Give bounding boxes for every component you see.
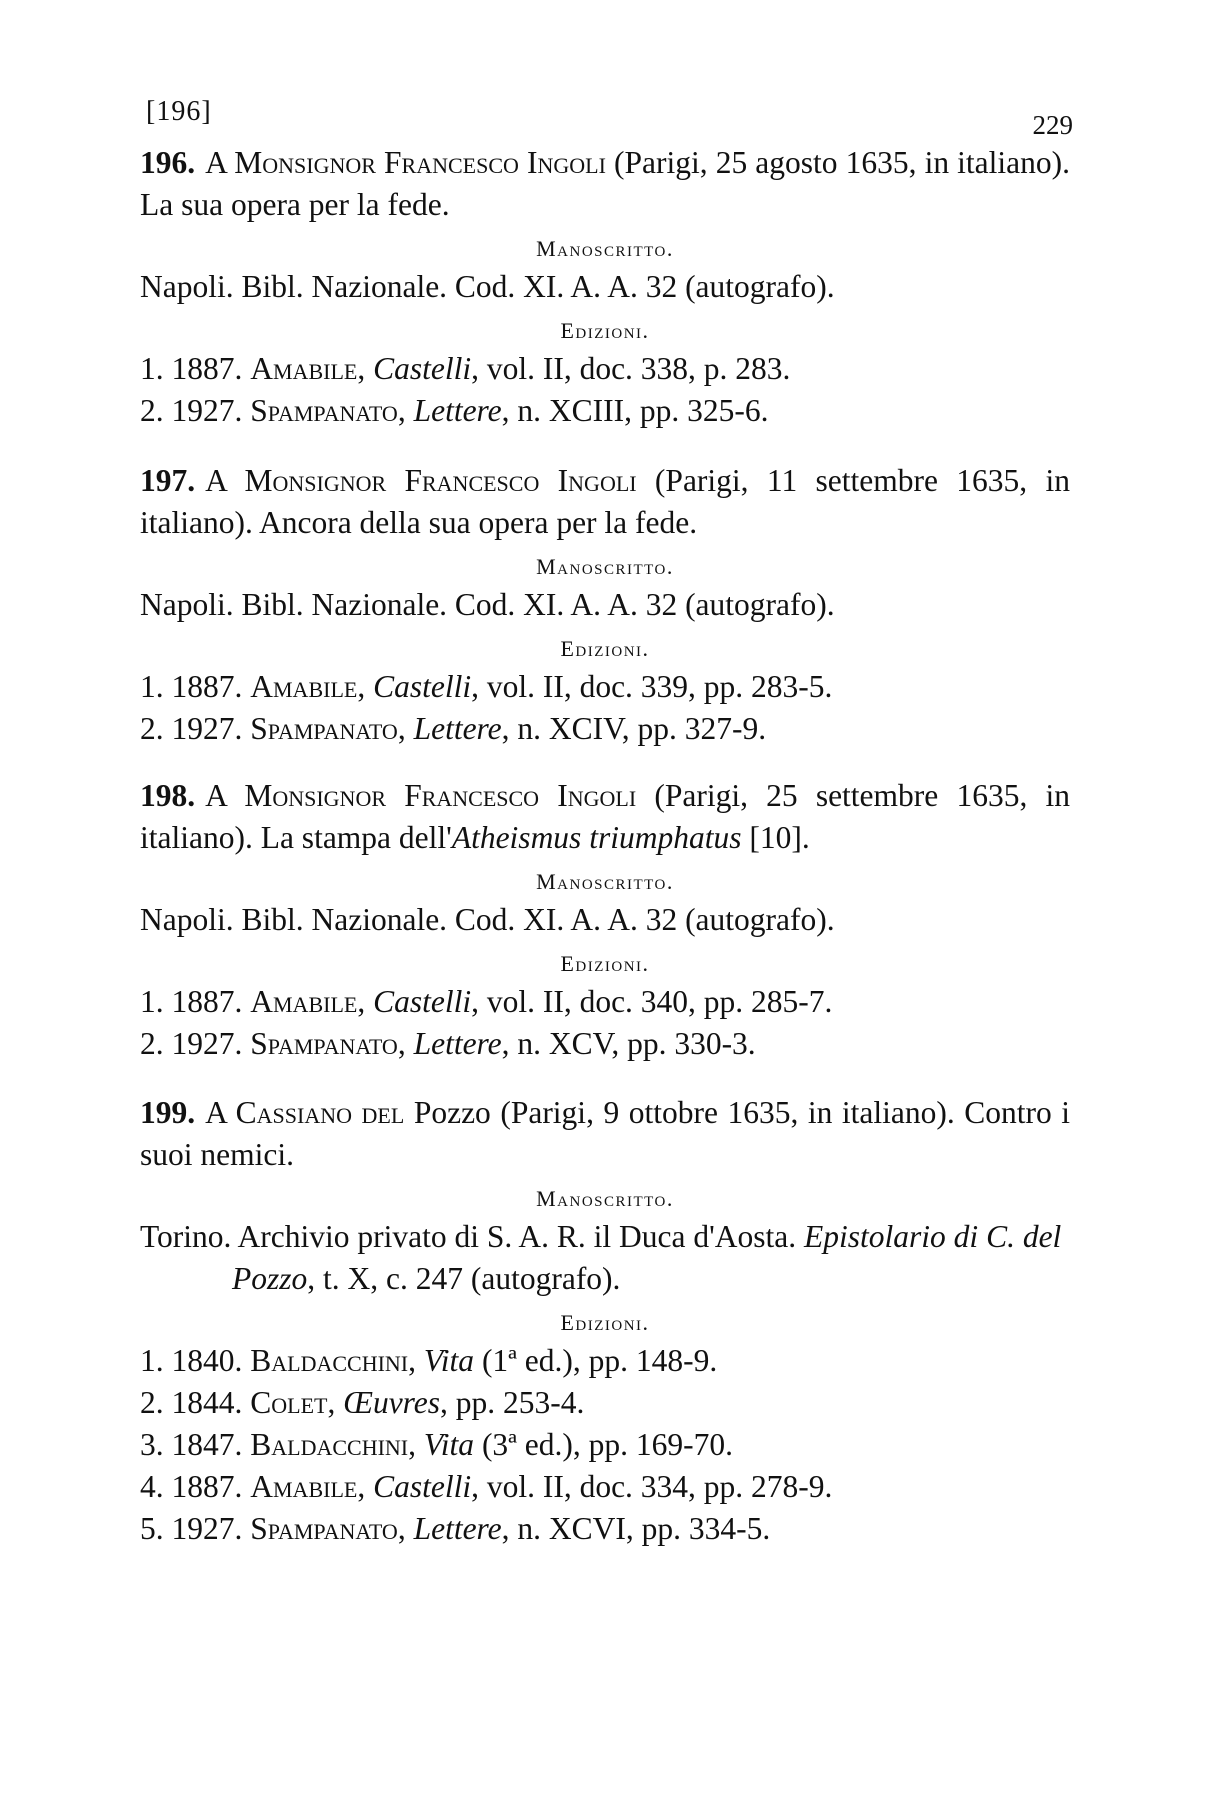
edition-run: , pp. 253-4. [440,1385,585,1420]
edition-run: Œuvres [343,1385,441,1420]
edition-run: Amabile [250,669,358,704]
edition-run: 5. 1927. [140,1511,251,1546]
edition-run: , n. XCIII, pp. 325-6. [501,393,769,428]
edition-run: Spampanato [250,711,398,746]
entry-heading [140,775,1070,859]
manuscript-line [140,266,1070,308]
edition-run: , n. XCVI, pp. 334-5. [501,1511,771,1546]
edition-run: Amabile [250,351,358,386]
edition-run: Colet [250,1385,328,1420]
entry-heading-run: A [205,463,245,498]
edition-run: , vol. II, doc. 339, pp. 283-5. [471,669,833,704]
edition-run: , [397,1511,414,1546]
edition-run: , [357,984,374,1019]
edition-run: , [397,1026,414,1061]
editions-label: Edizioni. [560,951,650,976]
entry-heading-run: A [205,1095,236,1130]
edition-run: , vol. II, doc. 334, pp. 278-9. [471,1469,833,1504]
entry-heading-run: Monsignor Francesco Ingoli [244,463,637,498]
edition-run: Spampanato [250,1511,398,1546]
entry-heading-run: (Parigi, 25 agosto 1635, in italiano). La sua opera per la fede. [140,145,1071,222]
edition-run: 4. 1887. [140,1469,251,1504]
edition-run: , [357,1469,374,1504]
edition-run: Castelli [373,1469,472,1504]
edition-item [140,708,1070,750]
manuscript-run: Torino. Archivio privato di S. A. R. il Duca d'Aosta. [140,1219,805,1254]
entry-heading-run: (Parigi, 25 settembre 1635, in italiano). La stampa dell' [140,778,1071,855]
entry-heading-run: Monsignor Francesco Ingoli [234,145,606,180]
edition-run: , vol. II, doc. 338, p. 283. [471,351,791,386]
edition-run: , [327,1385,344,1420]
edition-run: Lettere [413,393,502,428]
edition-item [140,390,1070,432]
manuscript-label: Manoscritto. [536,1186,674,1211]
edition-item [140,1466,1070,1508]
entry-heading-run: [10]. [741,820,810,855]
entry-heading-run: A [205,145,235,180]
edition-run: Lettere [413,1511,502,1546]
edition-item [140,1424,1070,1466]
edition-run: , [357,669,374,704]
edition-run: Lettere [413,711,502,746]
editions-label: Edizioni. [560,636,650,661]
entry-heading [140,460,1070,544]
entry-heading [140,142,1070,226]
manuscript-run: Napoli. Bibl. Nazionale. Cod. XI. A. A. 32 (autografo). [140,902,835,937]
edition-run: , [397,393,414,428]
edition-item [140,1023,1070,1065]
edition-run: 3. 1847. [140,1427,251,1462]
edition-run: Baldacchini [250,1343,409,1378]
page-number: 229 [1032,110,1073,140]
running-header [146,96,1073,140]
manuscript-label: Manoscritto. [536,869,674,894]
edition-item [140,348,1070,390]
letter-entry-198 [140,775,1070,1065]
edition-run: (1ª ed.), pp. 148-9. [474,1343,718,1378]
edition-run: Amabile [250,1469,358,1504]
entry-heading-run: A [205,778,245,813]
edition-item [140,1382,1070,1424]
manuscript-run: , t. X, c. 247 (autografo). [307,1261,621,1296]
manuscript-run: Napoli. Bibl. Nazionale. Cod. XI. A. A. 32 (autografo). [140,269,835,304]
edition-item [140,1340,1070,1382]
edition-run: , [397,711,414,746]
letter-entry-197 [140,460,1070,750]
editions-label: Edizioni. [560,1310,650,1335]
manuscript-label: Manoscritto. [536,554,674,579]
edition-run: Baldacchini [250,1427,409,1462]
entry-heading-run: (Parigi, 11 settembre 1635, in italiano). Ancora della sua opera per la fede. [140,463,1071,540]
editions-label: Edizioni. [560,318,650,343]
manuscript-label: Manoscritto. [536,236,674,261]
edition-run: 2. 1927. [140,711,251,746]
edition-run: , [408,1427,424,1462]
edition-run: Castelli [373,984,472,1019]
edition-run: Spampanato [250,393,398,428]
edition-run: Lettere [413,1026,502,1061]
edition-run: Amabile [250,984,358,1019]
entry-number: 199. [140,1095,196,1130]
edition-run: Spampanato [250,1026,398,1061]
edition-run: 1. 1840. [140,1343,251,1378]
entry-number: 198. [140,778,196,813]
manuscript-run: Napoli. Bibl. Nazionale. Cod. XI. A. A. 32 (autografo). [140,587,835,622]
letter-entry-199 [140,1092,1070,1550]
edition-run: , n. XCIV, pp. 327-9. [501,711,767,746]
manuscript-run: Epistolario di C. del Pozzo [232,1219,1062,1296]
header-reference: [196] [146,96,212,127]
edition-run: (3ª ed.), pp. 169-70. [474,1427,733,1462]
edition-item [140,666,1070,708]
edition-run: 2. 1844. [140,1385,251,1420]
entry-heading-run: Monsignor Francesco Ingoli [244,778,637,813]
manuscript-line [140,584,1070,626]
edition-run: , [408,1343,424,1378]
entry-heading [140,1092,1070,1176]
edition-run: 1. 1887. [140,351,251,386]
edition-run: , vol. II, doc. 340, pp. 285-7. [471,984,833,1019]
edition-item [140,1508,1070,1550]
edition-run: 2. 1927. [140,393,251,428]
edition-run: 2. 1927. [140,1026,251,1061]
manuscript-line [140,1216,1070,1300]
entry-number: 196. [140,145,196,180]
edition-run: 1. 1887. [140,984,251,1019]
edition-run: Castelli [373,351,472,386]
edition-run: Castelli [373,669,472,704]
entry-number: 197. [140,463,196,498]
edition-run: , n. XCV, pp. 330-3. [501,1026,756,1061]
entry-heading-run: Pozzo (Parigi, 9 ottobre 1635, in italiano). Contro i suoi nemici. [140,1095,1071,1172]
entry-heading-run: Cassiano del [235,1095,405,1130]
edition-item [140,981,1070,1023]
letter-entry-196 [140,142,1070,432]
edition-run: , [357,351,374,386]
edition-run: 1. 1887. [140,669,251,704]
manuscript-line [140,899,1070,941]
edition-run: Vita [423,1343,475,1378]
edition-run: Vita [423,1427,475,1462]
entry-heading-run: Atheismus triumphatus [451,820,742,855]
